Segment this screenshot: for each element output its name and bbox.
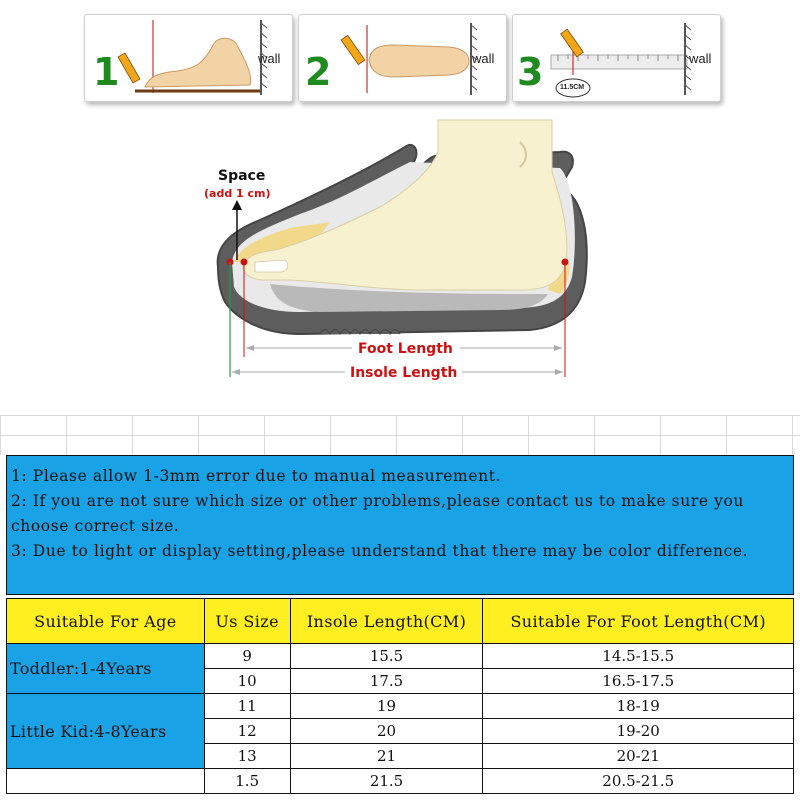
age-group-toddler: Toddler:1-4Years [7,644,205,694]
shoe-cutaway-illustration [0,112,800,412]
notes-box [6,455,794,595]
spreadsheet-grid [0,415,800,455]
insole-cell: 20 [290,719,483,744]
foot-length-label: Foot Length [358,341,453,357]
space-label: Space [218,168,266,184]
insole-cell: 17.5 [290,669,483,694]
wall-label: wall [689,51,712,66]
note-2: 2: If you are not sure which size or other problems,please contact us to make sure you choose correct size. [11,492,745,535]
us-size-cell: 13 [204,744,290,769]
foot-cell: 20-21 [483,744,794,769]
note-3: 3: Due to light or display setting,please understand that there may be color difference. [11,542,749,560]
us-size-cell: 10 [204,669,290,694]
header-us-size: Us Size [204,599,290,644]
step-number-1: 1 [93,50,120,94]
step-2-panel [298,14,507,102]
foot-cell: 18-19 [483,694,794,719]
us-size-cell: 1.5 [204,769,290,794]
pencil-icon [561,29,584,57]
pencil-icon [341,35,365,64]
space-note: (add 1 cm) [204,187,271,200]
insole-cell: 21.5 [290,769,483,794]
wall-label: wall [258,51,281,66]
step-number-3: 3 [517,50,544,94]
insole-cell: 21 [290,744,483,769]
foot-cell: 20.5-21.5 [483,769,794,794]
step-3-panel [512,14,721,102]
step-1-panel [84,14,293,102]
table-row [7,644,794,669]
header-age: Suitable For Age [7,599,205,644]
insole-cell: 15.5 [290,644,483,669]
age-group-little-kid: Little Kid:4-8Years [7,694,205,769]
measure-label: 11.5CM [560,84,585,91]
foot-cell: 16.5-17.5 [483,669,794,694]
insole-cell: 19 [290,694,483,719]
insole-length-label: Insole Length [350,365,458,381]
age-group-empty-cell [7,769,205,794]
foot-cell: 14.5-15.5 [483,644,794,669]
ruler-icon [551,55,687,69]
us-size-cell: 12 [204,719,290,744]
size-chart-table [6,598,794,794]
header-foot-length: Suitable For Foot Length(CM) [483,599,794,644]
table-row [7,769,794,794]
table-header-row [7,599,794,644]
pencil-icon [118,53,140,83]
table-row [7,694,794,719]
foot-cell: 19-20 [483,719,794,744]
us-size-cell: 11 [204,694,290,719]
wall-label: wall [472,51,495,66]
note-1: 1: Please allow 1-3mm error due to manual measurement. [11,467,502,485]
step-number-2: 2 [305,50,332,94]
us-size-cell: 9 [204,644,290,669]
header-insole-length: Insole Length(CM) [290,599,483,644]
shoe-size-diagram [0,112,800,412]
